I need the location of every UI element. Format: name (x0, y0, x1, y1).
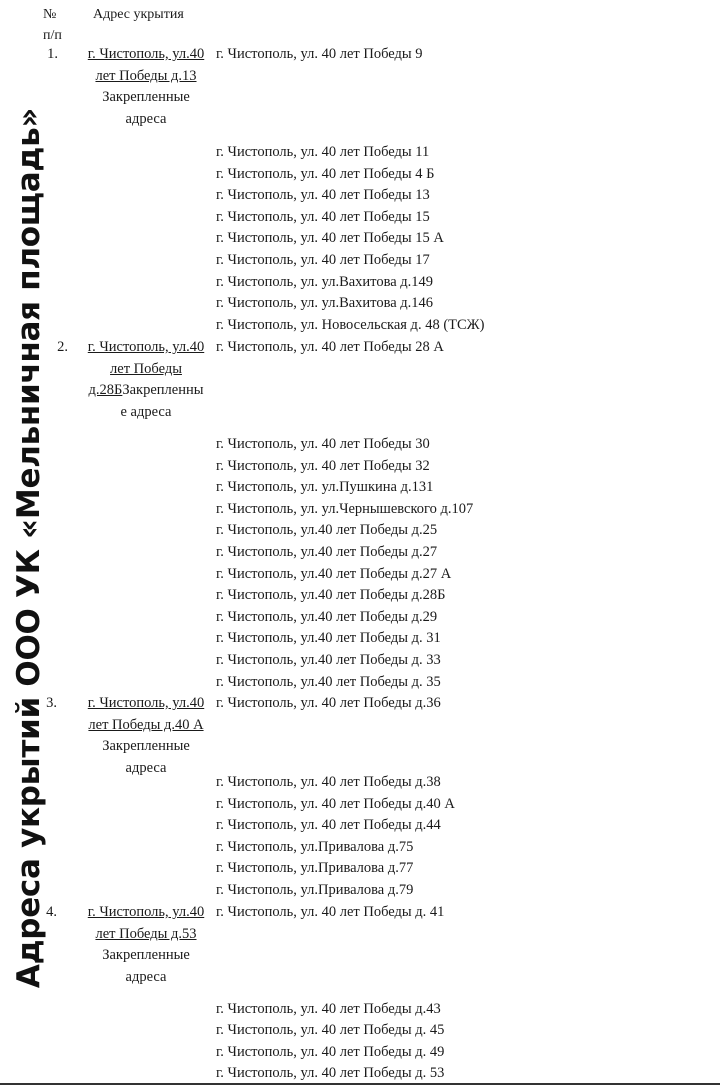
assigned-address: г. Чистополь, ул. 40 лет Победы 9 (216, 46, 423, 62)
shelter-address (78, 44, 214, 130)
shelter-note: Закрепленные (102, 89, 190, 106)
assigned-address: г. Чистополь, ул.40 лет Победы д. 33 (216, 652, 441, 668)
header-number-column (43, 4, 83, 46)
assigned-address: г. Чистополь, ул.40 лет Победы д.29 (216, 609, 438, 625)
shelter-note: е адреса (120, 403, 172, 420)
shelter-address-line: г. Чистополь, ул.40 (87, 46, 205, 62)
group-number: 4. (46, 904, 57, 920)
shelter-address (78, 902, 214, 988)
assigned-address: г. Чистополь, ул.Привалова д.79 (216, 882, 414, 898)
shelter-note: адреса (125, 968, 167, 985)
assigned-address: г. Чистополь, ул. 40 лет Победы д.40 А (216, 796, 455, 812)
group-number: 1. (47, 46, 58, 62)
shelter-note: Закрепленные (102, 738, 190, 755)
group-number: 2. (57, 339, 68, 355)
header-number-sublabel: п/п (43, 28, 62, 43)
assigned-address: г. Чистополь, ул. 40 лет Победы 28 А (216, 339, 444, 355)
header-number-label: № (43, 7, 57, 22)
shelter-address-line: лет Победы (110, 360, 182, 377)
assigned-address: г. Чистополь, ул. 40 лет Победы 15 (216, 209, 430, 225)
assigned-address: г. Чистополь, ул.40 лет Победы д.27 А (216, 566, 452, 582)
shelter-address-line: лет Победы д.40 А (88, 716, 204, 733)
assigned-address: г. Чистополь, ул.Привалова д.75 (216, 839, 414, 855)
shelter-address (78, 337, 214, 423)
shelter-address-line: г. Чистополь, ул.40 (87, 904, 205, 920)
shelter-address-line: лет Победы д.53 (95, 925, 197, 942)
header-address-label: Адрес укрытия (93, 7, 184, 22)
assigned-address: г. Чистополь, ул.40 лет Победы д. 35 (216, 674, 441, 690)
assigned-address: г. Чистополь, ул. 40 лет Победы д.36 (216, 695, 441, 711)
shelter-address-line: г. Чистополь, ул.40 (87, 695, 205, 711)
side-title-text: Адреса укрытий ООО УК «Мельничная площадь» (11, 107, 48, 989)
shelter-address-line: д.28Б (88, 382, 123, 399)
assigned-address: г. Чистополь, ул. 40 лет Победы 4 Б (216, 166, 435, 182)
assigned-address: г. Чистополь, ул. 40 лет Победы д. 49 (216, 1044, 445, 1060)
assigned-address: г. Чистополь, ул. 40 лет Победы д.38 (216, 774, 441, 790)
assigned-address: г. Чистополь, ул.40 лет Победы д.25 (216, 522, 438, 538)
assigned-address: г. Чистополь, ул. Новосельская д. 48 (ТСЖ) (216, 317, 485, 333)
assigned-address: г. Чистополь, ул. 40 лет Победы д. 45 (216, 1022, 445, 1038)
assigned-address: г. Чистополь, ул. ул.Пушкина д.131 (216, 479, 434, 495)
assigned-address: г. Чистополь, ул.40 лет Победы д. 31 (216, 630, 441, 646)
assigned-address: г. Чистополь, ул.Привалова д.77 (216, 860, 414, 876)
shelter-address-line: лет Победы д.13 (95, 67, 197, 84)
assigned-address: г. Чистополь, ул. 40 лет Победы д. 53 (216, 1065, 445, 1081)
assigned-address: г. Чистополь, ул. ул.Вахитова д.146 (216, 295, 434, 311)
shelter-note: адреса (125, 110, 167, 127)
assigned-address: г. Чистополь, ул. ул.Вахитова д.149 (216, 274, 434, 290)
assigned-address: г. Чистополь, ул. 40 лет Победы 30 (216, 436, 430, 452)
assigned-address: г. Чистополь, ул. 40 лет Победы д.44 (216, 817, 441, 833)
shelter-note: Закрепленные (102, 947, 190, 964)
bottom-divider (0, 1083, 720, 1085)
shelter-address (78, 693, 214, 779)
group-number: 3. (46, 695, 57, 711)
shelter-note: адреса (125, 759, 167, 776)
assigned-address: г. Чистополь, ул. 40 лет Победы д. 41 (216, 904, 445, 920)
assigned-address: г. Чистополь, ул.40 лет Победы д.27 (216, 544, 438, 560)
shelter-address-line: г. Чистополь, ул.40 (87, 339, 205, 355)
assigned-address: г. Чистополь, ул. 40 лет Победы д.43 (216, 1001, 441, 1017)
assigned-address: г. Чистополь, ул.40 лет Победы д.28Б (216, 587, 446, 603)
assigned-address: г. Чистополь, ул. 40 лет Победы 13 (216, 187, 430, 203)
shelter-note: Закрепленны (122, 382, 204, 399)
side-title (0, 0, 60, 1087)
assigned-address: г. Чистополь, ул. 40 лет Победы 32 (216, 458, 430, 474)
assigned-address: г. Чистополь, ул. ул.Чернышевского д.107 (216, 501, 474, 517)
assigned-address: г. Чистополь, ул. 40 лет Победы 17 (216, 252, 430, 268)
assigned-address: г. Чистополь, ул. 40 лет Победы 11 (216, 144, 430, 160)
assigned-address: г. Чистополь, ул. 40 лет Победы 15 А (216, 230, 444, 246)
